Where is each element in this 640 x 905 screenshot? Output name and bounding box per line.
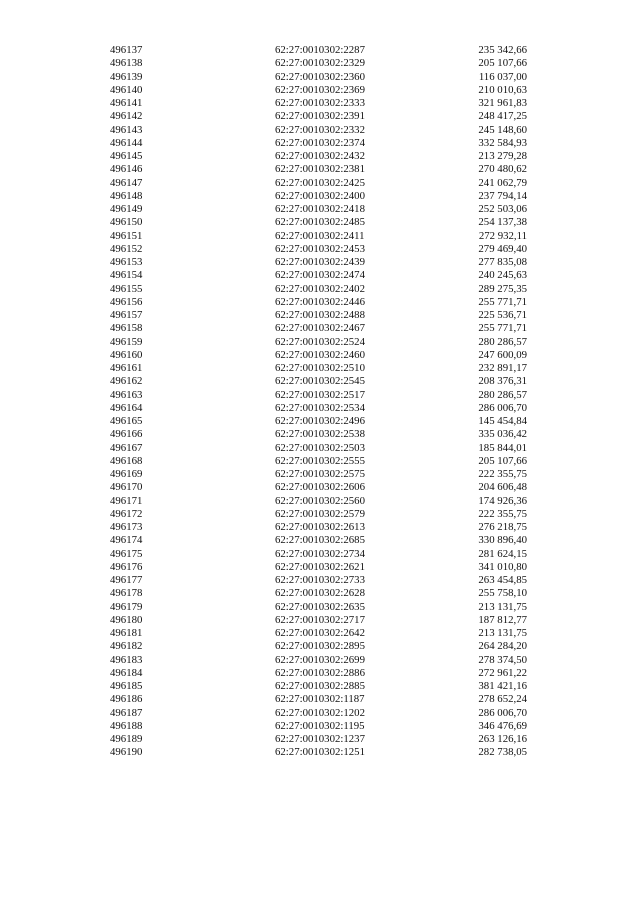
cadastral-value: 264 284,20 (478, 640, 527, 653)
table-row (0, 733, 640, 746)
table-row (0, 442, 640, 455)
table-row (0, 375, 640, 388)
record-number: 496183 (110, 653, 143, 666)
record-number: 496154 (110, 269, 143, 282)
table-row (0, 150, 640, 163)
cadastral-value: 222 355,75 (478, 507, 527, 520)
table-row (0, 57, 640, 70)
cadastral-number: 62:27:0010302:2560 (275, 494, 365, 507)
record-number: 496187 (110, 706, 143, 719)
table-row (0, 455, 640, 468)
record-number: 496141 (110, 97, 143, 109)
cadastral-value: 282 738,05 (478, 746, 527, 759)
table-row (0, 322, 640, 335)
cadastral-number: 62:27:0010302:2545 (275, 375, 365, 388)
cadastral-number: 62:27:0010302:2446 (275, 295, 365, 308)
cadastral-number: 62:27:0010302:1187 (275, 693, 365, 706)
cadastral-number: 62:27:0010302:2885 (275, 680, 365, 692)
table-row (0, 720, 640, 733)
cadastral-value: 145 454,84 (478, 415, 527, 427)
record-number: 496157 (110, 309, 143, 321)
cadastral-value: 286 006,70 (478, 401, 527, 414)
record-number: 496144 (110, 136, 143, 149)
table-row (0, 521, 640, 534)
record-number: 496162 (110, 375, 143, 388)
cadastral-number: 62:27:0010302:2555 (275, 454, 365, 467)
cadastral-value: 225 536,71 (478, 309, 527, 321)
cadastral-value: 381 421,16 (478, 680, 527, 692)
record-number: 496142 (110, 110, 143, 123)
table-row (0, 269, 640, 282)
cadastral-value: 255 771,71 (478, 295, 527, 308)
table-row (0, 746, 640, 759)
cadastral-number: 62:27:0010302:2453 (275, 242, 365, 255)
table-row (0, 177, 640, 190)
cadastral-value: 254 137,38 (478, 216, 527, 229)
cadastral-value: 278 374,50 (478, 653, 527, 666)
table-row (0, 495, 640, 508)
cadastral-number: 62:27:0010302:2333 (275, 97, 365, 109)
cadastral-number: 62:27:0010302:2886 (275, 666, 365, 679)
cadastral-number: 62:27:0010302:2538 (275, 428, 365, 441)
cadastral-value: 204 606,48 (478, 481, 527, 494)
record-number: 496190 (110, 746, 143, 759)
cadastral-number: 62:27:0010302:2895 (275, 640, 365, 653)
cadastral-number: 62:27:0010302:2628 (275, 587, 365, 600)
cadastral-value: 187 812,77 (478, 613, 527, 626)
table-row (0, 402, 640, 415)
cadastral-number: 62:27:0010302:2402 (275, 282, 365, 295)
cadastral-number: 62:27:0010302:2400 (275, 189, 365, 202)
cadastral-number: 62:27:0010302:2503 (275, 441, 365, 454)
record-number: 496143 (110, 123, 143, 136)
cadastral-number: 62:27:0010302:2510 (275, 362, 365, 374)
cadastral-number: 62:27:0010302:2369 (275, 83, 365, 96)
record-number: 496164 (110, 401, 143, 414)
cadastral-number: 62:27:0010302:2332 (275, 123, 365, 136)
cadastral-value: 116 037,00 (478, 70, 527, 83)
cadastral-value: 241 062,79 (478, 176, 527, 189)
cadastral-number: 62:27:0010302:2460 (275, 348, 365, 361)
table-row (0, 84, 640, 97)
table-row (0, 243, 640, 256)
record-number: 496150 (110, 216, 143, 229)
cadastral-number: 62:27:0010302:2360 (275, 70, 365, 83)
record-number: 496186 (110, 693, 143, 706)
record-number: 496175 (110, 547, 143, 560)
cadastral-number: 62:27:0010302:2579 (275, 507, 365, 520)
cadastral-value: 213 279,28 (478, 150, 527, 162)
table-row (0, 216, 640, 229)
table-row (0, 296, 640, 309)
cadastral-value: 205 107,66 (478, 57, 527, 70)
record-number: 496156 (110, 295, 143, 308)
record-number: 496189 (110, 733, 143, 745)
cadastral-value: 277 835,08 (478, 256, 527, 268)
record-number: 496176 (110, 560, 143, 573)
cadastral-value: 252 503,06 (478, 203, 527, 215)
cadastral-number: 62:27:0010302:2488 (275, 309, 365, 321)
cadastral-value: 276 218,75 (478, 521, 527, 533)
cadastral-number: 62:27:0010302:2717 (275, 613, 365, 626)
record-number: 496167 (110, 441, 143, 454)
record-number: 496169 (110, 468, 143, 480)
cadastral-number: 62:27:0010302:2391 (275, 110, 365, 123)
table-row (0, 640, 640, 653)
table-row (0, 97, 640, 110)
cadastral-value: 185 844,01 (478, 441, 527, 454)
cadastral-number: 62:27:0010302:2374 (275, 136, 365, 149)
cadastral-value: 278 652,24 (478, 693, 527, 706)
cadastral-value: 286 006,70 (478, 706, 527, 719)
cadastral-number: 62:27:0010302:2606 (275, 481, 365, 494)
table-row (0, 680, 640, 693)
table-row (0, 468, 640, 481)
record-number: 496188 (110, 719, 143, 732)
cadastral-value: 174 926,36 (478, 494, 527, 507)
cadastral-value: 280 286,57 (478, 335, 527, 348)
table-row (0, 428, 640, 441)
cadastral-value: 248 417,25 (478, 110, 527, 123)
record-number: 496170 (110, 481, 143, 494)
cadastral-number: 62:27:0010302:2575 (275, 468, 365, 480)
cadastral-number: 62:27:0010302:2432 (275, 150, 365, 162)
cadastral-value: 335 036,42 (478, 428, 527, 441)
record-number: 496146 (110, 163, 143, 176)
cadastral-value: 245 148,60 (478, 123, 527, 136)
cadastral-value: 289 275,35 (478, 282, 527, 295)
table-row (0, 601, 640, 614)
table-row (0, 230, 640, 243)
table-row (0, 349, 640, 362)
record-number: 496139 (110, 70, 143, 83)
record-number: 496148 (110, 189, 143, 202)
record-number: 496166 (110, 428, 143, 441)
record-number: 496172 (110, 507, 143, 520)
cadastral-number: 62:27:0010302:2418 (275, 203, 365, 215)
table-row (0, 190, 640, 203)
record-number: 496137 (110, 44, 143, 56)
cadastral-value: 280 286,57 (478, 388, 527, 401)
cadastral-value: 222 355,75 (478, 468, 527, 480)
table-row (0, 71, 640, 84)
table-row (0, 693, 640, 706)
record-number: 496177 (110, 574, 143, 586)
record-number: 496173 (110, 521, 143, 533)
cadastral-number: 62:27:0010302:2439 (275, 256, 365, 268)
cadastral-value: 263 126,16 (478, 733, 527, 745)
table-row (0, 336, 640, 349)
cadastral-number: 62:27:0010302:2699 (275, 653, 365, 666)
table-row (0, 44, 640, 57)
cadastral-value: 270 480,62 (478, 163, 527, 176)
cadastral-number: 62:27:0010302:2411 (275, 229, 365, 242)
cadastral-value: 235 342,66 (478, 44, 527, 56)
cadastral-number: 62:27:0010302:2734 (275, 547, 365, 560)
cadastral-value: 247 600,09 (478, 348, 527, 361)
record-number: 496168 (110, 454, 143, 467)
cadastral-value: 321 961,83 (478, 97, 527, 109)
table-row (0, 203, 640, 216)
cadastral-value: 210 010,63 (478, 83, 527, 96)
cadastral-number: 62:27:0010302:2534 (275, 401, 365, 414)
cadastral-value: 255 771,71 (478, 322, 527, 335)
cadastral-value: 346 476,69 (478, 719, 527, 732)
record-number: 496171 (110, 494, 143, 507)
cadastral-number: 62:27:0010302:2287 (275, 44, 365, 56)
table-row (0, 654, 640, 667)
table-row (0, 124, 640, 137)
record-number: 496185 (110, 680, 143, 692)
record-number: 496161 (110, 362, 143, 374)
record-number: 496153 (110, 256, 143, 268)
cadastral-value: 330 896,40 (478, 534, 527, 547)
cadastral-value: 263 454,85 (478, 574, 527, 586)
table-row (0, 389, 640, 402)
cadastral-number: 62:27:0010302:2329 (275, 57, 365, 70)
record-number: 496149 (110, 203, 143, 215)
cadastral-value: 332 584,93 (478, 136, 527, 149)
cadastral-number: 62:27:0010302:2381 (275, 163, 365, 176)
table-row (0, 667, 640, 680)
record-number: 496158 (110, 322, 143, 335)
cadastral-value: 213 131,75 (478, 627, 527, 639)
cadastral-number: 62:27:0010302:2635 (275, 600, 365, 613)
cadastral-number: 62:27:0010302:2524 (275, 335, 365, 348)
record-number: 496159 (110, 335, 143, 348)
cadastral-value: 255 758,10 (478, 587, 527, 600)
table-row (0, 534, 640, 547)
record-number: 496182 (110, 640, 143, 653)
record-number: 496138 (110, 57, 143, 70)
record-number: 496184 (110, 666, 143, 679)
cadastral-value: 213 131,75 (478, 600, 527, 613)
cadastral-value: 272 961,22 (478, 666, 527, 679)
table-row (0, 707, 640, 720)
cadastral-number: 62:27:0010302:1237 (275, 733, 365, 745)
cadastral-number: 62:27:0010302:2467 (275, 322, 365, 335)
record-number: 496145 (110, 150, 143, 162)
cadastral-value: 208 376,31 (478, 375, 527, 388)
record-number: 496180 (110, 613, 143, 626)
cadastral-value: 232 891,17 (478, 362, 527, 374)
record-number: 496160 (110, 348, 143, 361)
cadastral-number: 62:27:0010302:2485 (275, 216, 365, 229)
table-row (0, 481, 640, 494)
cadastral-number: 62:27:0010302:1202 (275, 706, 365, 719)
cadastral-number: 62:27:0010302:1251 (275, 746, 365, 759)
cadastral-value: 279 469,40 (478, 242, 527, 255)
cadastral-number: 62:27:0010302:2474 (275, 269, 365, 282)
table-row (0, 548, 640, 561)
record-number: 496152 (110, 242, 143, 255)
table-row (0, 309, 640, 322)
table-row (0, 627, 640, 640)
table-row (0, 283, 640, 296)
table-row (0, 415, 640, 428)
cadastral-value: 205 107,66 (478, 454, 527, 467)
record-number: 496179 (110, 600, 143, 613)
record-number: 496155 (110, 282, 143, 295)
table-row (0, 574, 640, 587)
table-row (0, 110, 640, 123)
cadastral-number: 62:27:0010302:2425 (275, 176, 365, 189)
record-number: 496178 (110, 587, 143, 600)
record-number: 496151 (110, 229, 143, 242)
cadastral-number: 62:27:0010302:2642 (275, 627, 365, 639)
table-row (0, 508, 640, 521)
record-number: 496174 (110, 534, 143, 547)
table-row (0, 137, 640, 150)
record-number: 496165 (110, 415, 143, 427)
record-number: 496181 (110, 627, 143, 639)
cadastral-number: 62:27:0010302:2517 (275, 388, 365, 401)
table-row (0, 362, 640, 375)
record-number: 496140 (110, 83, 143, 96)
cadastral-value: 237 794,14 (478, 189, 527, 202)
record-number: 496163 (110, 388, 143, 401)
table-row (0, 561, 640, 574)
cadastral-number: 62:27:0010302:2733 (275, 574, 365, 586)
cadastral-value: 341 010,80 (478, 560, 527, 573)
table-row (0, 614, 640, 627)
record-number: 496147 (110, 176, 143, 189)
cadastral-number: 62:27:0010302:2685 (275, 534, 365, 547)
cadastral-number: 62:27:0010302:2613 (275, 521, 365, 533)
table-row (0, 163, 640, 176)
cadastral-value: 272 932,11 (478, 229, 527, 242)
cadastral-number: 62:27:0010302:1195 (275, 719, 365, 732)
data-table (0, 44, 640, 760)
cadastral-number: 62:27:0010302:2621 (275, 560, 365, 573)
cadastral-value: 281 624,15 (478, 547, 527, 560)
table-row (0, 587, 640, 600)
table-row (0, 256, 640, 269)
cadastral-value: 240 245,63 (478, 269, 527, 282)
cadastral-number: 62:27:0010302:2496 (275, 415, 365, 427)
